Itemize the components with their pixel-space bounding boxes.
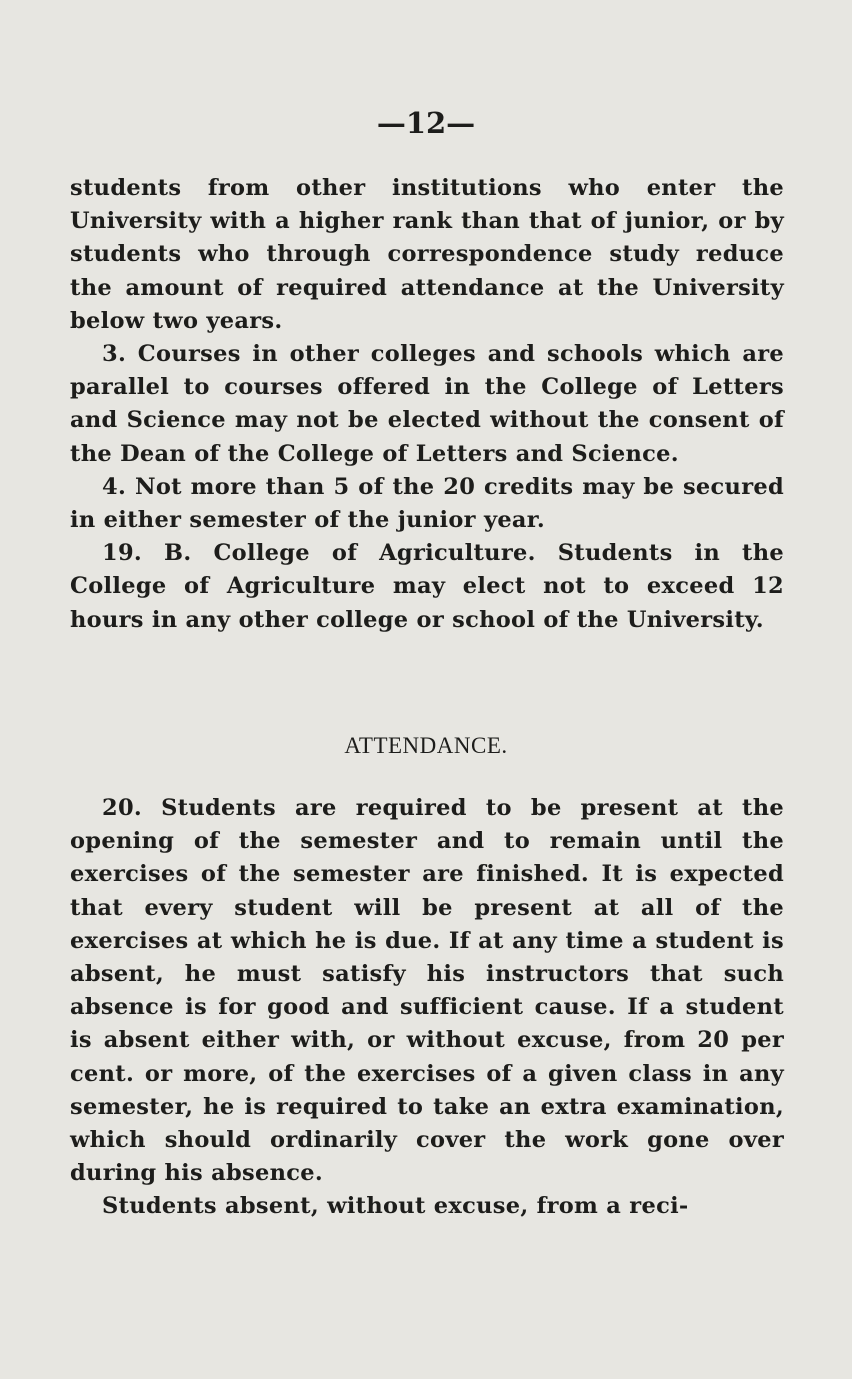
paragraph-continuation: students from other institutions who enter the University with a higher rank than that of junior, or by students who through correspondence study reduce the amount of required attendance at the University below two years. [70, 175, 784, 334]
page-number: —12— [376, 106, 476, 140]
paragraph-3: 3. Courses in other colleges and schools which are parallel to courses offered in the College of Letters and Science may not be elected without the consent of the Dean of the College of Letters and Science. [70, 341, 784, 467]
text-section-attendance [70, 792, 784, 1224]
text-section-top [70, 172, 784, 637]
section-heading-attendance: ATTENDANCE. [344, 733, 508, 758]
paragraph-20: 20. Students are required to be present at the opening of the semester and to remain until the exercises of the semester are finished. It is expected that every student will be present at all of the exercises at which he is due. If at any time a student is absent, he must satisfy his instructors that such absence is for good and sufficient cause. If a student is absent either with, or without excuse, from 20 per cent. or more, of the exercises of a given class in any semester, he is required to take an extra examination, which should ordinarily cover the work gone over during his absence. [70, 795, 784, 1187]
paragraph-19b: 19. B. College of Agriculture. Students in the College of Agriculture may elect not to exceed 12 hours in any other college or school of the University. [70, 540, 784, 633]
paragraph-continued: Students absent, without excuse, from a reci- [102, 1193, 689, 1220]
paragraph-4: 4. Not more than 5 of the 20 credits may be secured in either semester of the junior year. [70, 473, 784, 534]
